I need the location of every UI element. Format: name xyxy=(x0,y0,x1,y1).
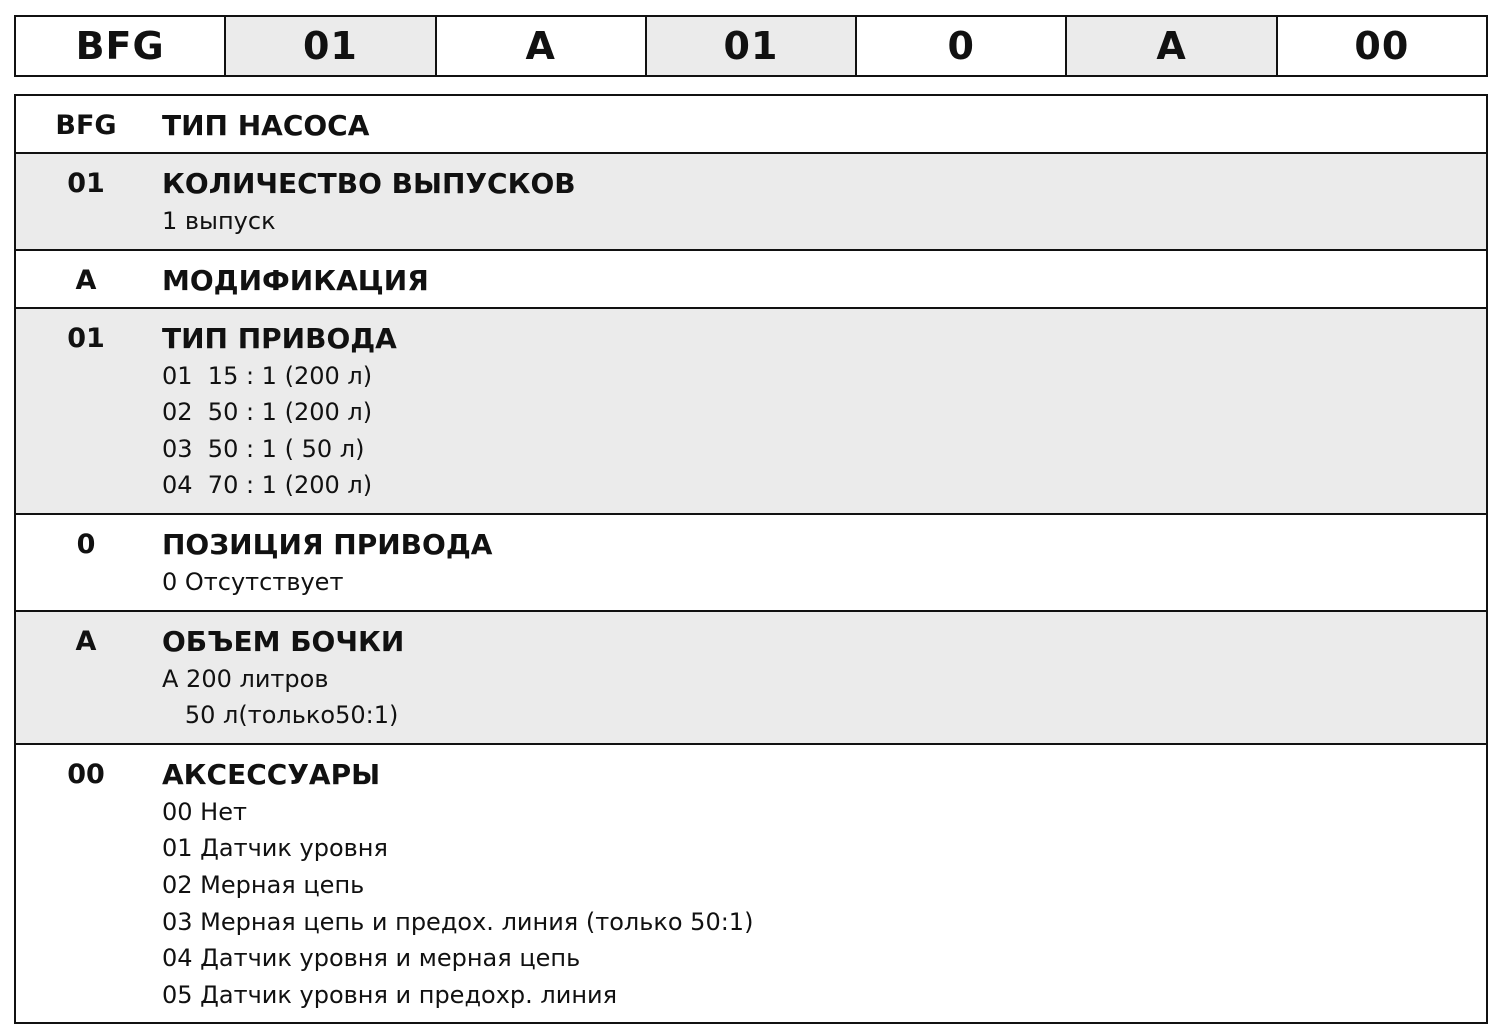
code-segment-6: 00 xyxy=(1276,17,1486,75)
legend-row-body xyxy=(156,758,1486,1014)
legend-row-title: ТИП ПРИВОДА xyxy=(162,321,397,355)
legend-row-title: ПОЗИЦИЯ ПРИВОДА xyxy=(162,527,493,561)
legend-row xyxy=(16,743,1486,1023)
legend-row-code: A xyxy=(75,625,97,657)
legend-row-options xyxy=(162,358,1486,504)
model-code-legend-table xyxy=(14,94,1488,1024)
code-segment-0: BFG xyxy=(75,24,165,68)
legend-option: 0 Отсутствует xyxy=(162,567,344,596)
legend-row-title: ТИП НАСОСА xyxy=(162,109,370,142)
legend-row-body xyxy=(156,625,1486,734)
legend-row-code: A xyxy=(75,264,97,296)
legend-row xyxy=(16,307,1486,513)
legend-option: 04 70 : 1 (200 л) xyxy=(162,471,373,500)
legend-option: 01 Датчик уровня xyxy=(162,834,388,863)
legend-option: 05 Датчик уровня и предохр. линия xyxy=(162,980,618,1009)
legend-row xyxy=(16,610,1486,743)
legend-row xyxy=(16,152,1486,249)
legend-row-code: 01 xyxy=(67,168,105,199)
model-code-strip xyxy=(14,15,1488,77)
code-segment-3: 01 xyxy=(645,17,855,75)
legend-row-options xyxy=(162,794,1486,1014)
legend-row xyxy=(16,249,1486,307)
legend-option: 04 Датчик уровня и мерная цепь xyxy=(162,944,581,973)
legend-row-title: ОБЪЕМ БОЧКИ xyxy=(162,624,405,658)
legend-option: 00 Нет xyxy=(162,797,247,826)
legend-row-title: АКСЕССУАРЫ xyxy=(162,757,381,791)
code-segment-1: 01 xyxy=(224,17,434,75)
legend-row xyxy=(16,96,1486,152)
legend-row-body xyxy=(156,167,1486,240)
legend-row-body xyxy=(156,528,1486,601)
legend-option: A 200 литров xyxy=(162,664,329,693)
legend-option: 50 л(только50:1) xyxy=(162,701,399,730)
legend-row-code: 01 xyxy=(67,322,105,354)
legend-option: 01 15 : 1 (200 л) xyxy=(162,361,373,390)
code-segment-4: 0 xyxy=(855,17,1065,75)
legend-row-options xyxy=(162,203,1486,240)
legend-option: 02 50 : 1 (200 л) xyxy=(162,398,373,427)
legend-row-title: МОДИФИКАЦИЯ xyxy=(162,263,429,297)
legend-row-body xyxy=(156,109,1486,143)
legend-option: 03 Мерная цепь и предох. линия (только 50:1) xyxy=(162,907,754,936)
legend-row xyxy=(16,513,1486,610)
legend-row-options xyxy=(162,564,1486,601)
legend-row-code: 00 xyxy=(67,758,105,790)
legend-option: 02 Мерная цепь xyxy=(162,870,365,899)
legend-row-code: BFG xyxy=(55,110,117,141)
legend-option: 1 выпуск xyxy=(162,207,276,235)
legend-option: 03 50 : 1 ( 50 л) xyxy=(162,434,365,463)
legend-row-options xyxy=(162,661,1486,734)
legend-row-body xyxy=(156,322,1486,504)
legend-row-title: КОЛИЧЕСТВО ВЫПУСКОВ xyxy=(162,167,576,200)
legend-row-code: 0 xyxy=(76,528,96,560)
legend-row-body xyxy=(156,264,1486,298)
code-segment-5: A xyxy=(1065,17,1275,75)
code-segment-2: A xyxy=(435,17,645,75)
